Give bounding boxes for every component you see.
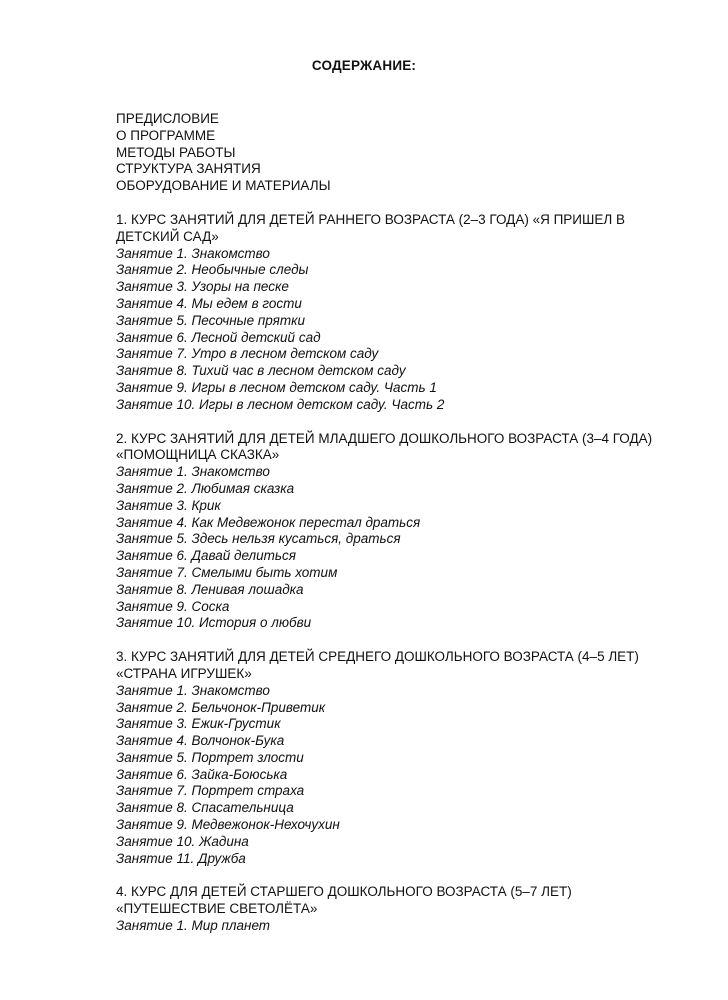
section-heading: 1. КУРС ЗАНЯТИЙ ДЛЯ ДЕТЕЙ РАННЕГО ВОЗРАСТА (2–3 ГОДА) «Я ПРИШЕЛ В ДЕТСКИЙ САД» bbox=[116, 211, 625, 244]
lesson-item: Занятие 4. Мы едем в гости bbox=[116, 295, 302, 311]
lesson-item: Занятие 9. Игры в лесном детском саду. Часть 1 bbox=[116, 379, 437, 395]
section-heading: 4. КУРС ДЛЯ ДЕТЕЙ СТАРШЕГО ДОШКОЛЬНОГО ВОЗРАСТА (5–7 ЛЕТ) «ПУТЕШЕСТВИЕ СВЕТОЛЁТА» bbox=[116, 884, 572, 917]
lesson-item: Занятие 1. Знакомство bbox=[116, 245, 270, 261]
intro-item-equipment: ОБОРУДОВАНИЕ И МАТЕРИАЛЫ bbox=[116, 178, 331, 194]
lesson-item: Занятие 5. Портрет злости bbox=[116, 749, 304, 765]
lesson-item: Занятие 3. Узоры на песке bbox=[116, 279, 289, 295]
lesson-item: Занятие 1. Знакомство bbox=[116, 682, 270, 698]
lesson-item: Занятие 10. Игры в лесном детском саду. Часть 2 bbox=[116, 396, 445, 412]
page-title: СОДЕРЖАНИЕ: bbox=[311, 58, 417, 73]
lesson-list bbox=[116, 683, 676, 868]
lesson-item: Занятие 1. Мир планет bbox=[116, 918, 271, 934]
lesson-item: Занятие 11. Дружба bbox=[116, 850, 246, 866]
section-3 bbox=[116, 649, 676, 867]
lesson-item: Занятие 3. Крик bbox=[116, 497, 221, 513]
lesson-item: Занятие 9. Соска bbox=[116, 598, 230, 614]
lesson-list bbox=[116, 246, 676, 414]
lesson-item: Занятие 9. Медвежонок-Нехочухин bbox=[116, 817, 340, 833]
section-heading: 2. КУРС ЗАНЯТИЙ ДЛЯ ДЕТЕЙ МЛАДШЕГО ДОШКОЛЬНОГО ВОЗРАСТА (3–4 ГОДА) «ПОМОЩНИЦА СКАЗКА» bbox=[116, 430, 653, 463]
lesson-item: Занятие 10. История о любви bbox=[116, 615, 312, 631]
section-4 bbox=[116, 884, 676, 934]
lesson-item: Занятие 8. Тихий час в лесном детском саду bbox=[116, 363, 406, 379]
lesson-item: Занятие 3. Ежик-Грустик bbox=[116, 716, 281, 732]
lesson-item: Занятие 8. Спасательница bbox=[116, 800, 294, 816]
intro-item-about-program: О ПРОГРАММЕ bbox=[116, 127, 216, 143]
lesson-item: Занятие 6. Давай делиться bbox=[116, 548, 296, 564]
table-of-contents bbox=[116, 111, 676, 952]
lesson-item: Занятие 2. Бельчонок-Приветик bbox=[116, 699, 326, 715]
intro-item-methods: МЕТОДЫ РАБОТЫ bbox=[116, 144, 236, 160]
section-1 bbox=[116, 212, 676, 414]
lesson-item: Занятие 5. Здесь нельзя кусаться, драться bbox=[116, 531, 401, 547]
lesson-item: Занятие 2. Любимая сказка bbox=[116, 480, 295, 496]
intro-item-lesson-structure: СТРУКТУРА ЗАНЯТИЯ bbox=[116, 161, 261, 177]
lesson-item: Занятие 8. Ленивая лошадка bbox=[116, 581, 304, 597]
lesson-item: Занятие 7. Портрет страха bbox=[116, 783, 305, 799]
section-2 bbox=[116, 431, 676, 633]
intro-list bbox=[116, 111, 676, 195]
intro-item-preface: ПРЕДИСЛОВИЕ bbox=[116, 111, 219, 126]
lesson-item: Занятие 10. Жадина bbox=[116, 833, 249, 849]
lesson-item: Занятие 4. Волчонок-Бука bbox=[116, 733, 285, 749]
lesson-item: Занятие 6. Лесной детский сад bbox=[116, 329, 321, 345]
lesson-item: Занятие 5. Песочные прятки bbox=[116, 312, 305, 328]
lesson-item: Занятие 7. Смелыми быть хотим bbox=[116, 564, 338, 580]
lesson-item: Занятие 2. Необычные следы bbox=[116, 262, 309, 278]
lesson-list bbox=[116, 464, 676, 632]
lesson-item: Занятие 1. Знакомство bbox=[116, 464, 270, 480]
section-heading: 3. КУРС ЗАНЯТИЙ ДЛЯ ДЕТЕЙ СРЕДНЕГО ДОШКОЛЬНОГО ВОЗРАСТА (4–5 ЛЕТ) «СТРАНА ИГРУШЕК» bbox=[116, 649, 639, 681]
lesson-list bbox=[116, 918, 676, 935]
lesson-item: Занятие 6. Зайка-Боюська bbox=[116, 766, 288, 782]
lesson-item: Занятие 4. Как Медвежонок перестал драться bbox=[116, 514, 421, 530]
lesson-item: Занятие 7. Утро в лесном детском саду bbox=[116, 346, 379, 362]
